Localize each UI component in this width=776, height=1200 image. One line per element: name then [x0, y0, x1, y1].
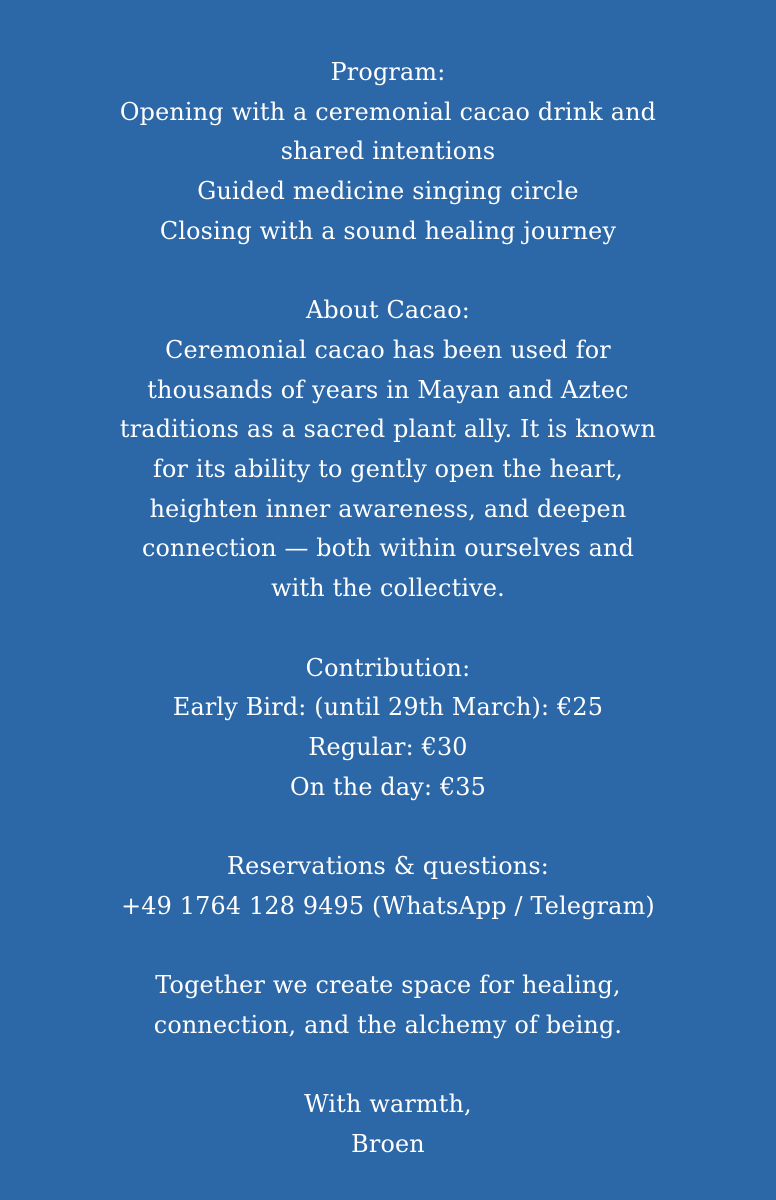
- program-item: Guided medicine singing circle: [197, 177, 579, 206]
- spacer: [0, 807, 776, 847]
- price-on-the-day: On the day: €35: [289, 772, 487, 801]
- spacer: [0, 252, 776, 292]
- contribution-heading: Contribution:: [305, 653, 471, 682]
- program-heading: Program:: [330, 58, 446, 86]
- about-text-line: Ceremonial cacao has been used for: [165, 335, 611, 364]
- signoff-greeting: With warmth,: [304, 1090, 472, 1119]
- about-text-line: traditions as a sacred plant ally. It is known: [119, 415, 657, 444]
- about-heading: About Cacao:: [305, 296, 471, 325]
- reservations-heading: Reservations & questions:: [227, 852, 549, 881]
- contact-phone: +49 1764 128 9495 (WhatsApp / Telegram): [121, 891, 655, 920]
- about-text-line: connection — both within ourselves and: [141, 534, 635, 563]
- closing-line: Together we create space for healing,: [155, 971, 621, 1000]
- spacer: [0, 1046, 776, 1086]
- price-regular: Regular: €30: [308, 732, 468, 761]
- program-item: shared intentions: [280, 137, 496, 166]
- about-text-line: for its ability to gently open the heart,: [152, 455, 624, 484]
- about-text-line: thousands of years in Mayan and Aztec: [147, 375, 629, 404]
- program-item: Opening with a ceremonial cacao drink and: [119, 97, 657, 126]
- price-early-bird: Early Bird: (until 29th March): €25: [172, 693, 604, 722]
- signoff-name: Broen: [351, 1129, 425, 1158]
- closing-line: connection, and the alchemy of being.: [153, 1010, 623, 1039]
- spacer: [0, 609, 776, 649]
- spacer: [0, 926, 776, 966]
- program-item: Closing with a sound healing journey: [159, 216, 617, 245]
- about-text-line: heighten inner awareness, and deepen: [149, 494, 627, 523]
- about-text-line: with the collective.: [271, 574, 505, 603]
